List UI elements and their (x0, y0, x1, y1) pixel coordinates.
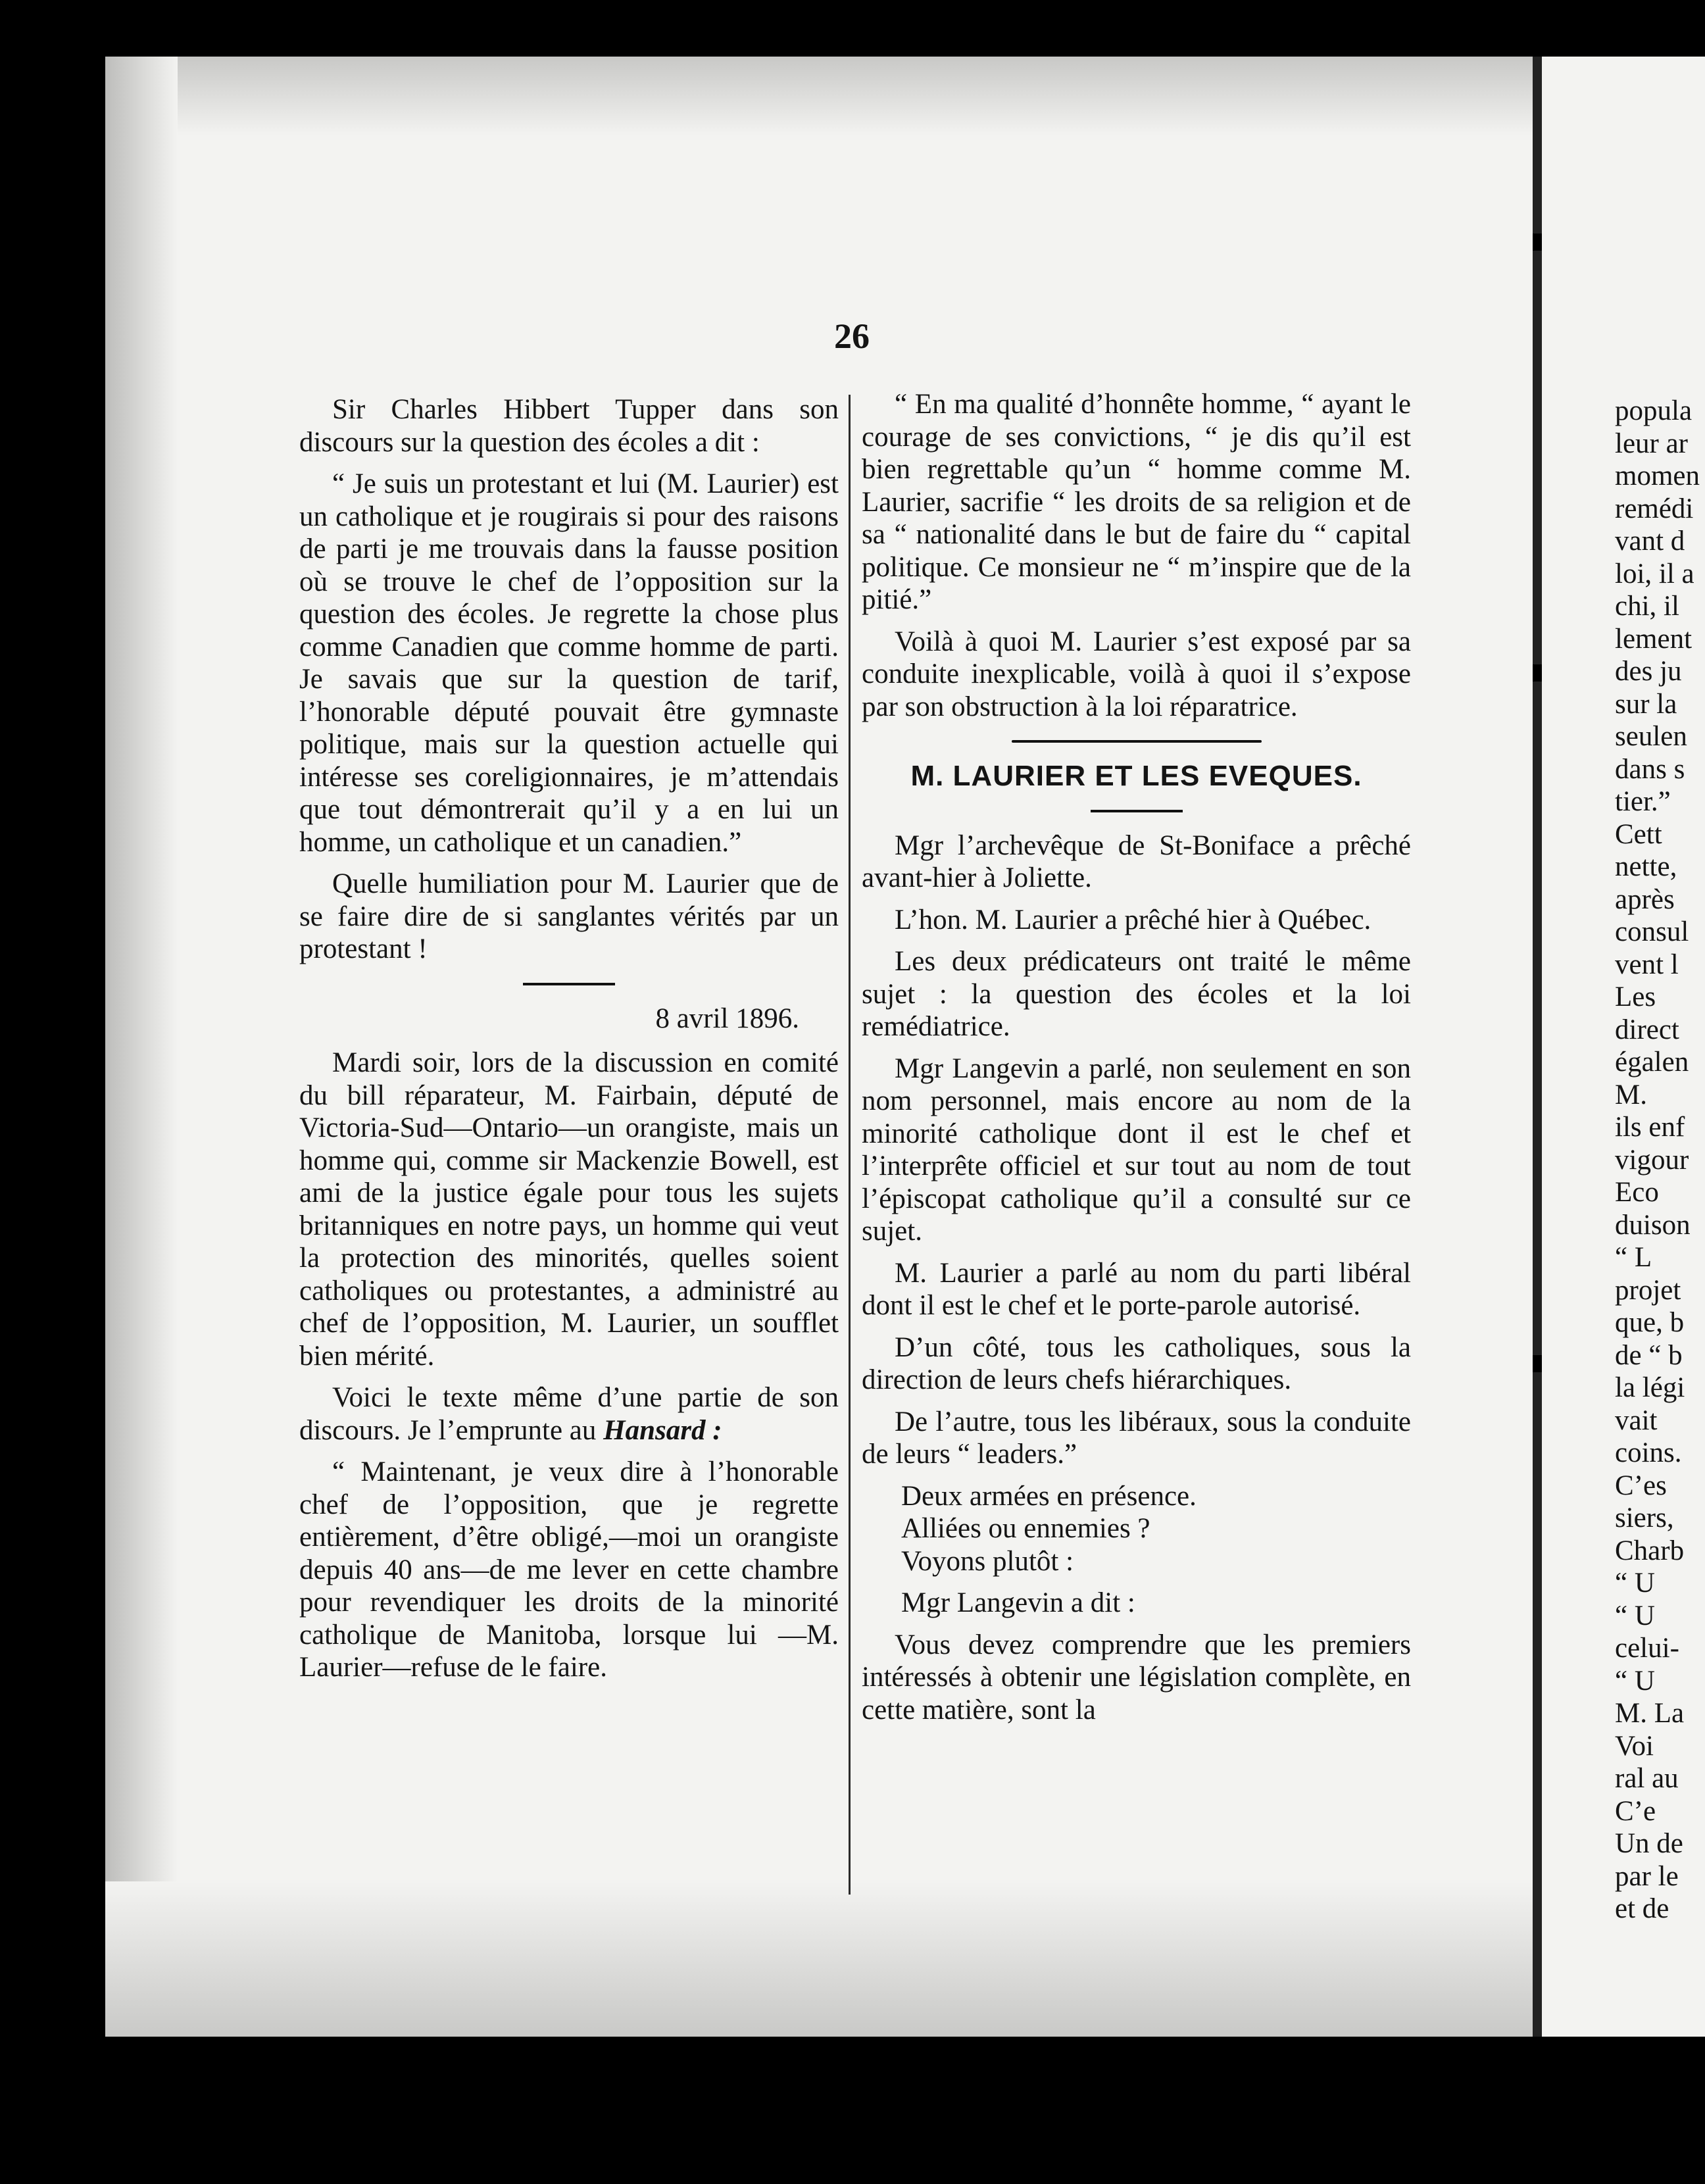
column-rule (849, 395, 851, 1895)
text-fragment: que, b (1615, 1307, 1685, 1338)
text-fragment: des ju (1615, 656, 1682, 687)
text-fragment: projet (1615, 1274, 1681, 1306)
paragraph: M. Laurier a parlé au nom du parti libéral dont il est le chef et le porte-parole autorisé. (862, 1257, 1411, 1321)
heading-rule (1091, 810, 1183, 812)
text-fragment: vigour (1615, 1144, 1689, 1176)
middle-column (862, 388, 1411, 1735)
paragraph: Mgr l’archevêque de St-Boniface a prêché avant-hier à Joliette. (862, 830, 1411, 893)
text-fragment: loi, il a (1615, 558, 1694, 589)
text-fragment: Charb (1615, 1535, 1685, 1566)
source-name: Hansard : (603, 1414, 722, 1446)
page-shadow-top (105, 57, 1539, 136)
quote-paragraph: “ En ma qualité d’honnête homme, “ ayant le courage de ses convictions, “ je dis qu’il est bien regrettable qu’un “ homme comme M. Laurier, sacrifie “ les droits de sa religion et de sa “ nationalité dans le but de faire du “ capital politique. Ce monsieur ne “ m’inspire que de la pitié.” (862, 389, 1411, 615)
paragraph: D’un côté, tous les catholiques, sous la direction de leurs chefs hiérarchiques. (862, 1331, 1411, 1395)
text-fragment: et de (1615, 1893, 1669, 1924)
quote-paragraph: “ Je suis un protestant et lui (M. Laurier) est un catholique et je rougirais si pour des raisons de parti je me trouvais dans la fausse position où se trouve le chef de l’opposition sur la question des écoles. Je regrette la chose plus comme Canadien que comme homme de parti. Je savais que sur la question de tarif, l’honorable député pouvait être gymnaste politique, mais sur la question actuelle qui intéresse ses coreligionnaires, je m’attendais que tout démontrerait qu’il y a en lui un homme, un catholique et un canadien.” (299, 468, 839, 858)
text-fragment: vant d (1615, 526, 1685, 557)
text-fragment: ils enf (1615, 1112, 1685, 1143)
paragraph: L’hon. M. Laurier a prêché hier à Québec. (895, 904, 1371, 935)
text-fragment: chi, il (1615, 591, 1679, 622)
text-fragment: C’e (1615, 1795, 1656, 1827)
short-line: Mgr Langevin a dit : (901, 1587, 1135, 1618)
text-fragment: après (1615, 883, 1675, 915)
text-fragment: duison (1615, 1209, 1691, 1241)
text-fragment: la légi (1615, 1372, 1685, 1403)
paragraph: Quelle humiliation pour M. Laurier que de se faire dire de si sanglantes vérités par un protestant ! (299, 868, 839, 964)
page-number: 26 (834, 316, 870, 356)
quote-paragraph: “ Maintenant, je veux dire à l’honorable chef de l’opposition, que je regrette entièrement, d’être obligé,—moi un orangiste depuis 40 ans—de me lever en cette chambre pour revendiquer les droits de la minorité catholique de Manitoba, lorsque lui —M. Laurier—refuse de le faire. (299, 1456, 839, 1683)
text-fragment: par le (1615, 1860, 1679, 1892)
short-line: Deux armées en présence. (901, 1480, 1197, 1512)
text-fragment: sur la (1615, 688, 1677, 720)
text-fragment: lement (1615, 623, 1693, 655)
text-fragment: remédi (1615, 493, 1694, 524)
text-fragment: “ L (1615, 1242, 1652, 1273)
paragraph: Vous devez comprendre que les premiers intéressés à obtenir une législation complète, en cette matière, sont la (862, 1629, 1411, 1725)
short-line: Voyons plutôt : (901, 1545, 1074, 1577)
text-fragment: vent l (1615, 949, 1679, 980)
left-column (299, 393, 839, 1693)
text-fragment: tier.” (1615, 786, 1671, 817)
paragraph: Les deux prédicateurs ont traité le même sujet : la question des écoles et la loi remédiatrice. (862, 946, 1411, 1042)
text-fragment: M. (1615, 1079, 1647, 1110)
paragraph: Mgr Langevin a parlé, non seulement en son nom personnel, mais encore au nom de la minorité catholique dont il est le chef et l’interprête officiel et sur tout au nom de tout l’épiscopat catholique qu’il a consulté sur ce sujet. (862, 1053, 1411, 1247)
scan-border-top (0, 0, 1705, 57)
binding-mark (1533, 1355, 1542, 1372)
text-fragment: direct (1615, 1014, 1679, 1045)
section-separator (523, 983, 615, 985)
text-fragment: celui- (1615, 1633, 1679, 1664)
text-fragment: seulen (1615, 721, 1687, 752)
section-heading: M. LAURIER ET LES EVEQUES. (910, 760, 1362, 792)
text-fragment: M. La (1615, 1698, 1685, 1729)
paragraph: De l’autre, tous les libéraux, sous la conduite de leurs “ leaders.” (862, 1406, 1411, 1470)
scan-border-bottom (0, 2037, 1705, 2184)
text-fragment: vait (1615, 1404, 1658, 1436)
page-shadow-left (105, 57, 178, 2037)
paragraph (299, 1381, 839, 1447)
text-fragment: Un de (1615, 1828, 1683, 1859)
text-fragment: siers, (1615, 1502, 1674, 1533)
text-fragment: “ U (1615, 1600, 1655, 1631)
paragraph: Mardi soir, lors de la discussion en comité du bill réparateur, M. Fairbain, député de Victoria-Sud—Ontario—un orangiste, mais un homme qui, comme sir Mackenzie Bowell, est ami de la justice égale pour tous les sujets britanniques en notre pays, un homme qui veut la protection des minorités, quelles soient catholiques ou protestantes, a administré au chef de l’opposition, M. Laurier, un soufflet bien mérité. (299, 1047, 839, 1372)
text-fragment: “ U (1615, 1568, 1655, 1599)
text-fragment: égalen (1615, 1047, 1689, 1078)
text-fragment: Cett (1615, 818, 1662, 850)
book-gutter (1533, 57, 1542, 2037)
text-fragment: leur ar (1615, 428, 1689, 459)
text-fragment: de “ b (1615, 1339, 1683, 1371)
text-fragment: nette, (1615, 851, 1677, 882)
text-fragment: momen (1615, 460, 1700, 491)
binding-mark (1533, 664, 1542, 682)
text-fragment: popula (1615, 395, 1693, 426)
text-fragment: Voi (1615, 1730, 1654, 1762)
text-fragment: coins. (1615, 1437, 1682, 1468)
text-fragment: Les (1615, 981, 1656, 1012)
ornamental-rule (1012, 740, 1262, 743)
text-fragment: ral au (1615, 1763, 1679, 1794)
short-line: Alliées ou ennemies ? (901, 1513, 1150, 1544)
paragraph-text: Voici le texte même d’une partie de son discours. Je l’emprunte au (299, 1382, 839, 1446)
paragraph: Voilà à quoi M. Laurier s’est exposé par sa conduite inexplicable, voilà à quoi il s’expose par son obstruction à la loi réparatrice. (862, 626, 1411, 722)
text-fragment: Eco (1615, 1177, 1659, 1208)
binding-mark (1533, 234, 1542, 251)
right-column-fragments (1615, 395, 1705, 1925)
text-fragment: consul (1615, 916, 1689, 947)
text-fragment: C’es (1615, 1470, 1667, 1501)
page-shadow-bottom (105, 1881, 1539, 2037)
paragraph: Sir Charles Hibbert Tupper dans son discours sur la question des écoles a dit : (299, 394, 839, 458)
text-fragment: “ U (1615, 1665, 1655, 1697)
text-fragment: dans s (1615, 753, 1685, 785)
dateline: 8 avril 1896. (655, 1003, 799, 1034)
